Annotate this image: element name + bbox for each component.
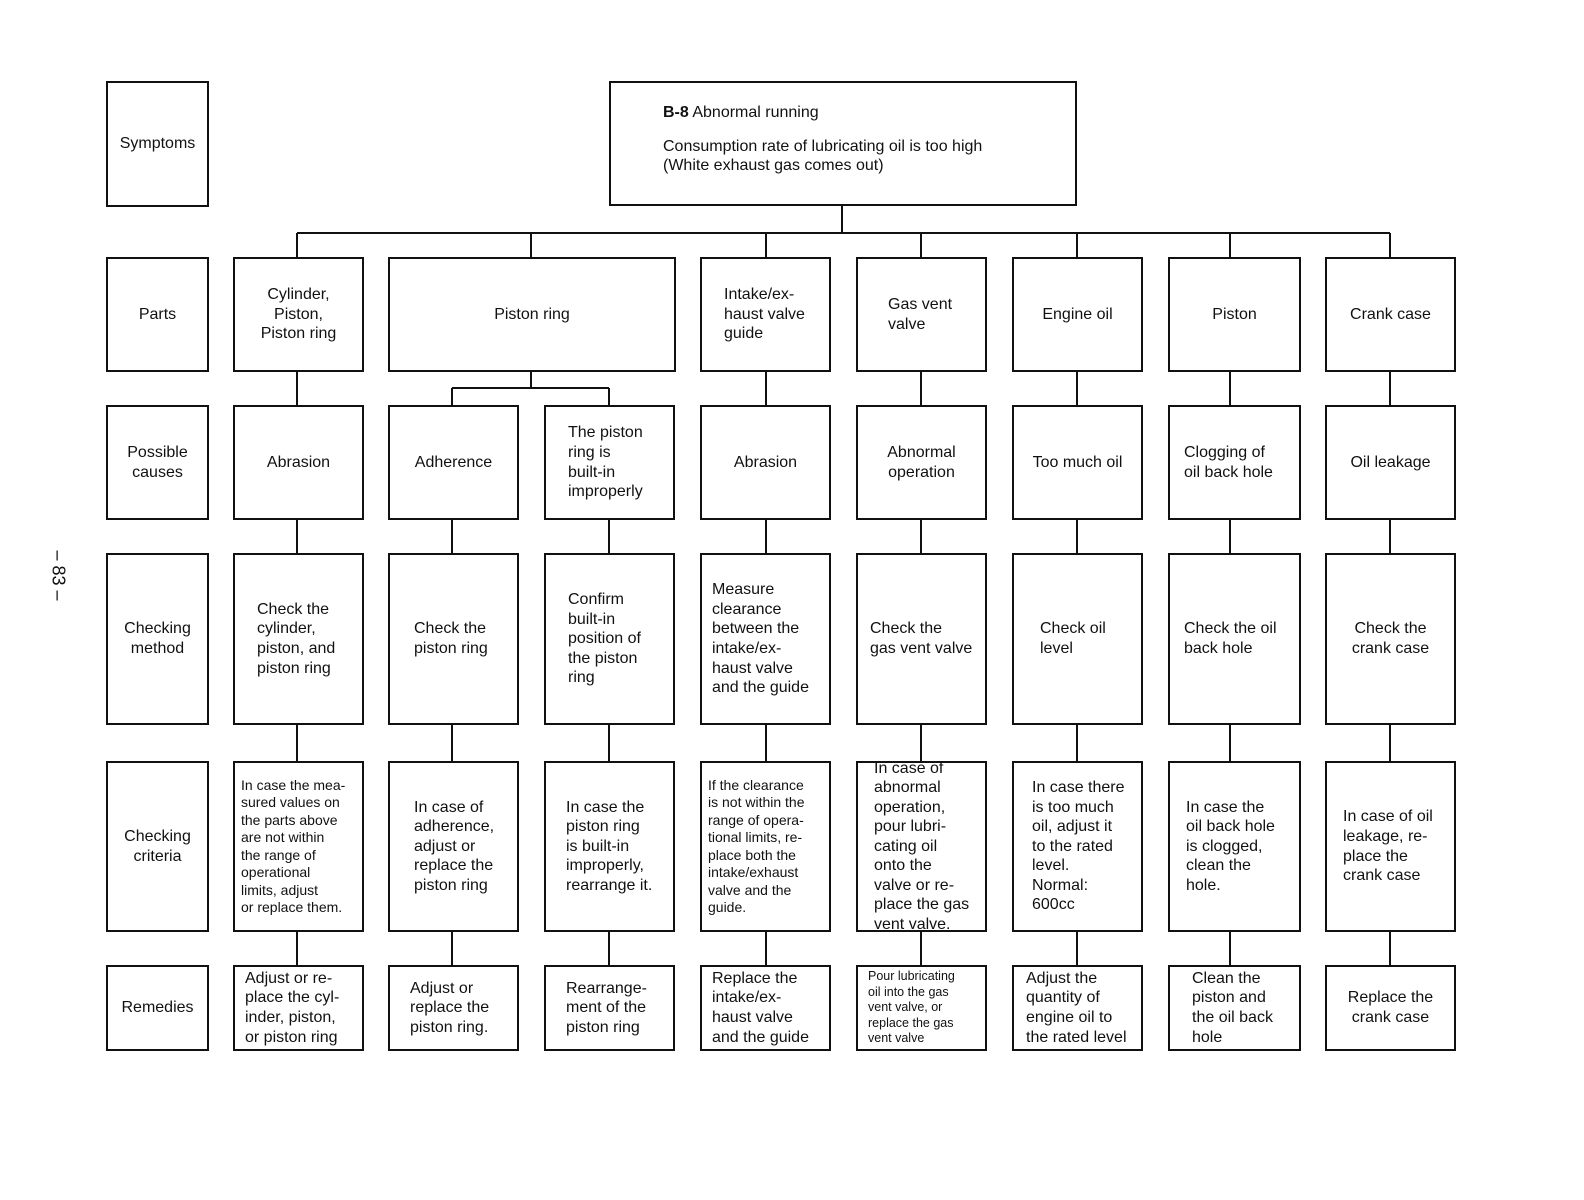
part-box: Cylinder, Piston, Piston ring — [233, 257, 364, 372]
part-box: Piston — [1168, 257, 1301, 372]
cause-box: Too much oil — [1012, 405, 1143, 520]
remedy-box: Replace the crank case — [1325, 965, 1456, 1051]
criteria-box: If the clearance is not within the range of opera- tional limits, re- place both the intake/exhaust valve and the guide. — [700, 761, 831, 932]
row-label-remedies: Remedies — [106, 965, 209, 1051]
symptom-title — [663, 103, 982, 123]
method-box: Check the cylinder, piston, and piston ring — [233, 553, 364, 725]
criteria-box: In case the mea- sured values on the parts above are not within the range of operational limits, adjust or replace them. — [233, 761, 364, 932]
symptom-code: B-8 — [663, 104, 689, 121]
part-box: Piston ring — [388, 257, 676, 372]
criteria-box: In case of oil leakage, re- place the crank case — [1325, 761, 1456, 932]
criteria-box: In case there is too much oil, adjust it to the rated level. Normal: 600cc — [1012, 761, 1143, 932]
symptom-title-text: Abnormal running — [692, 104, 819, 121]
remedy-box: Clean the piston and the oil back hole — [1168, 965, 1301, 1051]
cause-box: The piston ring is built-in improperly — [544, 405, 675, 520]
cause-box: Oil leakage — [1325, 405, 1456, 520]
row-label-possible-causes: Possible causes — [106, 405, 209, 520]
method-box: Check the piston ring — [388, 553, 519, 725]
part-box: Crank case — [1325, 257, 1456, 372]
criteria-box: In case of adherence, adjust or replace the piston ring — [388, 761, 519, 932]
method-box: Confirm built-in position of the piston ring — [544, 553, 675, 725]
method-box: Check the oil back hole — [1168, 553, 1301, 725]
part-box: Intake/ex- haust valve guide — [700, 257, 831, 372]
remedy-box: Adjust the quantity of engine oil to the rated level — [1012, 965, 1143, 1051]
method-box: Check oil level — [1012, 553, 1143, 725]
method-box: Check the gas vent valve — [856, 553, 987, 725]
remedy-box: Pour lubricating oil into the gas vent valve, or replace the gas vent valve — [856, 965, 987, 1051]
criteria-box: In case of abnormal operation, pour lubri- cating oil onto the valve or re- place the gas vent valve. — [856, 761, 987, 932]
method-box: Measure clearance between the intake/ex- haust valve and the guide — [700, 553, 831, 725]
page-number: – 83 – — [48, 549, 69, 601]
cause-box: Abrasion — [233, 405, 364, 520]
row-label-symptoms: Symptoms — [106, 81, 209, 207]
row-label-parts: Parts — [106, 257, 209, 372]
part-box: Gas vent valve — [856, 257, 987, 372]
symptom-description: Consumption rate of lubricating oil is too high — [663, 137, 983, 155]
criteria-box: In case the piston ring is built-in improperly, rearrange it. — [544, 761, 675, 932]
criteria-box: In case the oil back hole is clogged, clean the hole. — [1168, 761, 1301, 932]
remedy-box: Adjust or re- place the cyl- inder, piston, or piston ring — [233, 965, 364, 1051]
remedy-box: Adjust or replace the piston ring. — [388, 965, 519, 1051]
method-box: Check the crank case — [1325, 553, 1456, 725]
part-box: Engine oil — [1012, 257, 1143, 372]
cause-box: Abrasion — [700, 405, 831, 520]
symptom-header — [609, 81, 1077, 206]
remedy-box: Replace the intake/ex- haust valve and the guide — [700, 965, 831, 1051]
cause-box: Abnormal operation — [856, 405, 987, 520]
cause-box: Adherence — [388, 405, 519, 520]
remedy-box: Rearrange- ment of the piston ring — [544, 965, 675, 1051]
symptom-note: (White exhaust gas comes out) — [663, 157, 884, 175]
row-label-checking-method: Checking method — [106, 553, 209, 725]
cause-box: Clogging of oil back hole — [1168, 405, 1301, 520]
row-label-checking-criteria: Checking criteria — [106, 761, 209, 932]
